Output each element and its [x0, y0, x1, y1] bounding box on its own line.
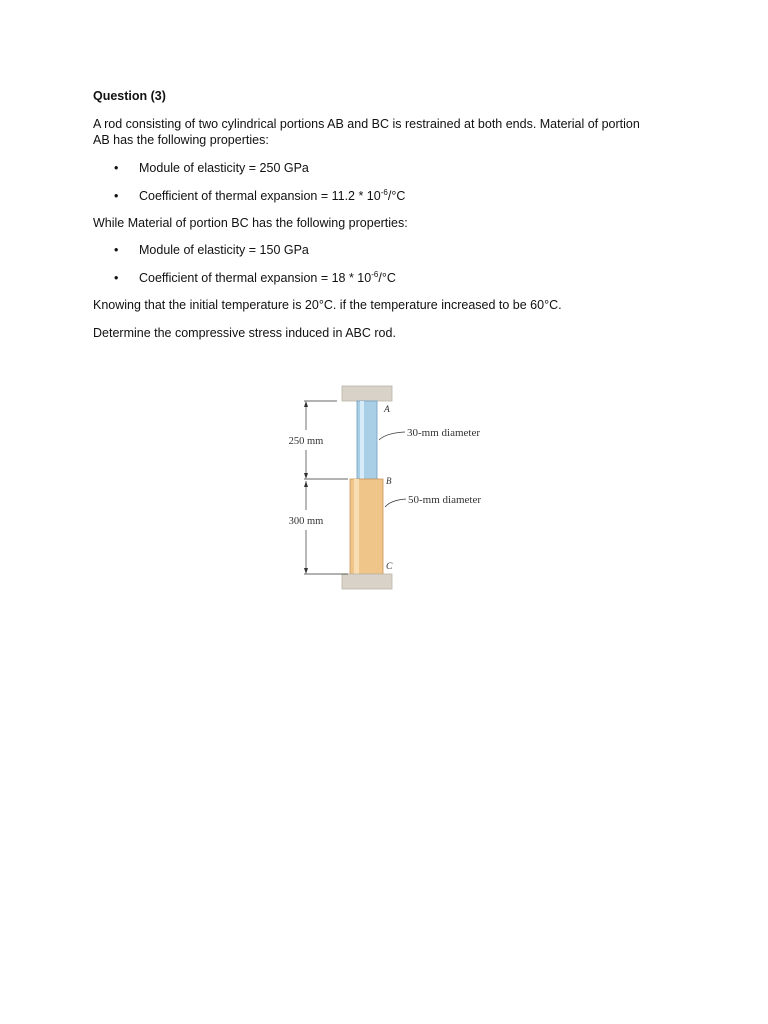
point-label-b: B: [386, 476, 392, 486]
bullet-icon: •: [114, 243, 119, 257]
bullet-icon: •: [114, 271, 119, 285]
temperature-statement: Knowing that the initial temperature is 20°C. if the temperature increased to be 60°C.: [93, 298, 562, 312]
bullet-icon: •: [114, 161, 119, 175]
bc-thermal-coefficient: Coefficient of thermal expansion = $18 * 10^{-6}/^\circ C$: [139, 270, 396, 285]
question-title: Question (3): [93, 89, 166, 103]
dim-label-ab: 250 mm: [288, 436, 324, 447]
bottom-support: [342, 574, 392, 589]
bc-intro: While Material of portion BC has the following properties:: [93, 216, 408, 230]
ab-modulus: Module of elasticity = 250 GPa: [139, 161, 309, 175]
task-statement: Determine the compressive stress induced in ABC rod.: [93, 326, 396, 340]
point-label-c: C: [386, 562, 393, 572]
bc-modulus: Module of elasticity = 150 GPa: [139, 243, 309, 257]
intro-line-2: AB has the following properties:: [93, 133, 269, 147]
callout-bc: 50-mm diameter: [408, 494, 482, 506]
point-label-a: A: [384, 405, 390, 415]
rod-figure: [270, 380, 520, 592]
arrow-icon: [304, 401, 308, 407]
intro-line-1: A rod consisting of two cylindrical portions AB and BC is restrained at both ends. Material of portion: [93, 117, 640, 131]
arrow-icon: [304, 568, 308, 574]
rod-ab-highlight: [360, 401, 364, 479]
rod-bc-highlight: [354, 479, 359, 574]
arrow-icon: [304, 473, 308, 479]
callout-ab: 30-mm diameter: [407, 427, 481, 439]
callout-leader-ab: [379, 432, 405, 440]
ab-thermal-coefficient: Coefficient of thermal expansion = $11.2 * 10^{-6}/^\circ C$: [139, 188, 406, 203]
top-support: [342, 386, 392, 401]
arrow-icon: [304, 481, 308, 487]
bullet-icon: •: [114, 189, 119, 203]
dim-label-bc: 300 mm: [288, 516, 324, 527]
callout-leader-bc: [385, 499, 406, 507]
